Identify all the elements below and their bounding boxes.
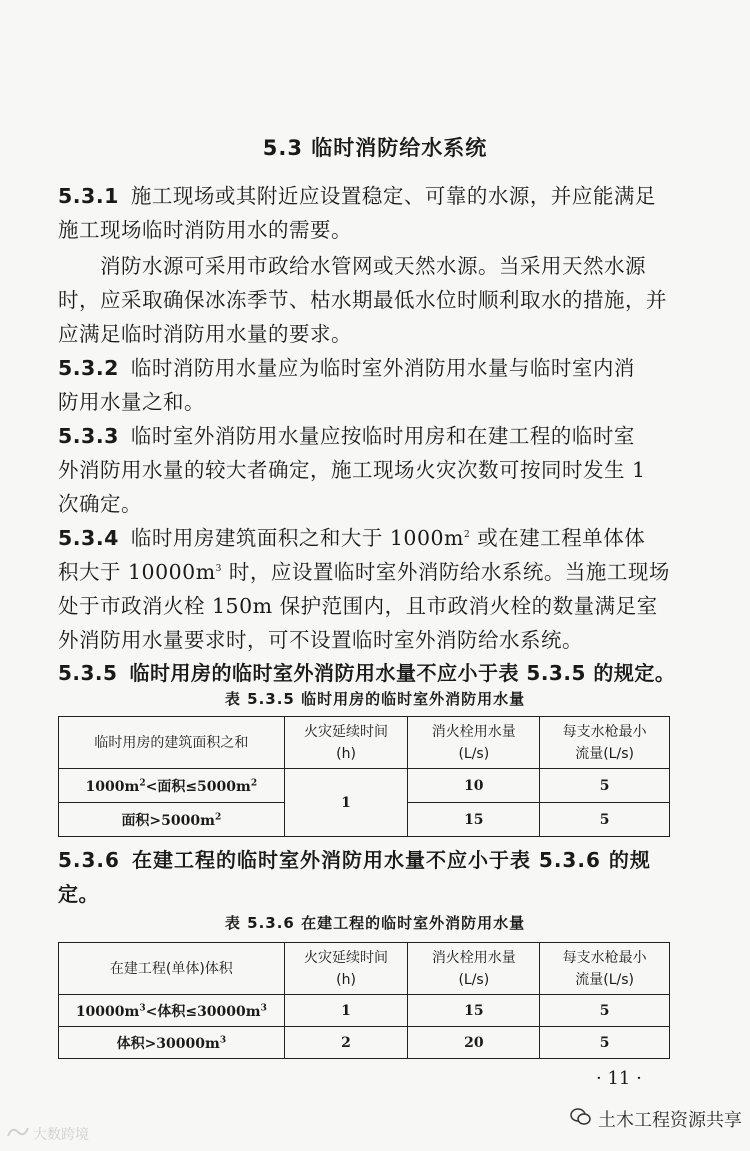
table-5-3-5-caption: 表 5.3.5 临时用房的临时室外消防用水量 [224,690,526,708]
table-row [59,1027,670,1059]
logo-icon [6,1124,30,1144]
clause-5-3-1-line-2: 施工现场临时消防用水的需要。 [58,218,352,242]
cell-min-flow: 5 [540,803,670,837]
table-5-3-6 [58,942,670,1059]
cell-flow: 10 [408,769,540,803]
cell-flow: 20 [408,1027,540,1059]
table-header-row [59,717,670,769]
header-hydrant-flow: 消火栓用水量 (L/s) [408,943,540,995]
clause-number: 5.3.2 [58,356,119,380]
watermark-left-text: 大数跨境 [33,1127,89,1143]
clause-5-3-5: 5.3.5 临时用房的临时室外消防用水量不应小于表 5.3.5 的规定。 [58,661,676,685]
clause-5-3-4-line-4: 外消防用水量要求时，可不设置临时室外消防给水系统。 [58,628,583,652]
clause-5-3-1-para2-line-1: 消防水源可采用市政给水管网或天然水源。当采用天然水源 [100,254,646,278]
cell-duration: 2 [284,1027,408,1059]
clause-number: 5.3.3 [58,424,119,448]
header-duration: 火灾延续时间 (h) [284,717,408,769]
header-duration: 火灾延续时间 (h) [284,943,408,995]
cell-min-flow: 5 [540,769,670,803]
header-volume: 在建工程(单体)体积 [59,943,285,995]
clause-5-3-2-line-2: 防用水量之和。 [58,390,205,414]
clause-5-3-1-line-1: 5.3.1 施工现场或其附近应设置稳定、可靠的水源，并应能满足 [58,184,656,208]
table-row [59,769,670,803]
cell-flow: 15 [408,995,540,1027]
clause-5-3-1-para2-line-3: 应满足临时消防用水量的要求。 [58,322,352,346]
section-title: 5.3 临时消防给水系统 [262,136,488,160]
header-min-nozzle-flow: 每支水枪最小 流量(L/s) [540,943,670,995]
clause-5-3-4-line-1: 5.3.4 临时用房建筑面积之和大于 $1000m^2$ 或在建工程单体体 [58,526,646,550]
table-header-row [59,943,670,995]
table-5-3-6-caption: 表 5.3.6 在建工程的临时室外消防用水量 [224,914,526,932]
clause-5-3-1-para2-line-2: 时，应采取确保冰冻季节、枯水期最低水位时顺利取水的措施，并 [58,288,667,312]
clause-number: 5.3.1 [58,184,119,208]
clause-5-3-3-line-2: 外消防用水量的较大者确定，施工现场火灾次数可按同时发生 1 [58,458,646,482]
header-area: 临时用房的建筑面积之和 [59,717,285,769]
cell-duration: 1 [284,995,408,1027]
clause-number: 5.3.6 [58,848,120,872]
cell-min-flow: 5 [540,1027,670,1059]
clause-5-3-4-line-3: 处于市政消火栓 150m 保护范围内，且市政消火栓的数量满足室 [58,594,658,618]
page-number: · 11 · [596,1068,642,1089]
watermark-right-text: 土木工程资源共享 [598,1110,742,1131]
cell-volume: 体积$>30000m^3$ [59,1027,285,1059]
cell-flow: 15 [408,803,540,837]
clause-5-3-6-line-1: 5.3.6 在建工程的临时室外消防用水量不应小于表 5.3.6 的规 [58,848,651,872]
cell-volume: $10000m^3<$体积$\le 30000m^3$ [59,995,285,1027]
table-5-3-5 [58,716,670,837]
cell-area: $1000m^2<$面积$\le 5000m^2$ [59,769,285,803]
cell-duration: 1 [284,769,408,837]
clause-5-3-6-line-2: 定。 [58,882,99,906]
clause-number: 5.3.5 [58,661,118,685]
header-min-nozzle-flow: 每支水枪最小 流量(L/s) [540,717,670,769]
watermark-right [570,1106,742,1132]
wechat-icon [570,1107,592,1132]
clause-5-3-3-line-1: 5.3.3 临时室外消防用水量应按临时用房和在建工程的临时室 [58,424,635,448]
header-hydrant-flow: 消火栓用水量 (L/s) [408,717,540,769]
clause-5-3-4-line-2: 积大于 $10000m^3$ 时，应设置临时室外消防给水系统。当施工现场 [58,560,670,584]
clause-number: 5.3.4 [58,526,119,550]
cell-min-flow: 5 [540,995,670,1027]
table-row [59,995,670,1027]
clause-5-3-2-line-1: 5.3.2 临时消防用水量应为临时室外消防用水量与临时室内消 [58,356,635,380]
cell-area: 面积$>5000m^2$ [59,803,285,837]
watermark-left [6,1124,89,1144]
clause-5-3-3-line-3: 次确定。 [58,492,142,516]
